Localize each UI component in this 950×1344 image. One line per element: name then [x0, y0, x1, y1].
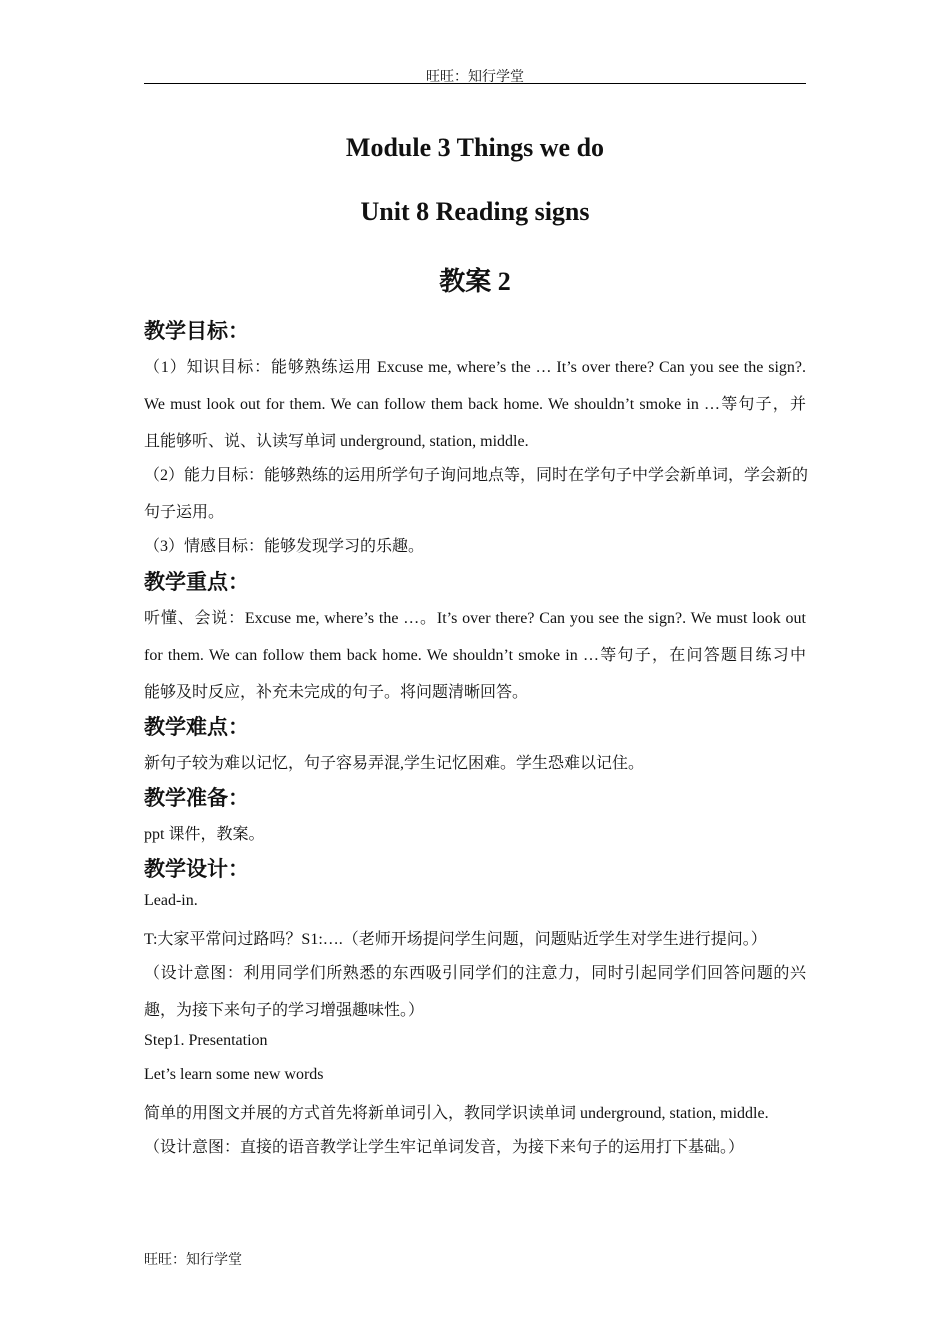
key-points-line: for them. We can follow them back home. We shouldn’t smoke in …等句子，在问答题目练习中: [144, 647, 806, 664]
objectives-line: （2）能力目标：能够熟练的运用所学句子询问地点等，同时在学句子中学会新单词，学会新的: [144, 467, 809, 484]
objectives-line: （1）知识目标：能够熟练运用 Excuse me, where’s the … It’s over there? Can you see the sign?.: [144, 359, 806, 376]
design-line: （设计意图：直接的语音教学让学生牢记单词发音，为接下来句子的运用打下基础。）: [144, 1139, 745, 1156]
key-points-heading: 教学重点：: [144, 570, 249, 594]
objectives-line: （3）情感目标：能够发现学习的乐趣。: [144, 538, 425, 555]
page-footer: 旺旺：知行学堂: [144, 1253, 242, 1268]
module-title: Module 3 Things we do: [345, 133, 605, 162]
design-line: Let’s learn some new words: [144, 1066, 324, 1083]
unit-title: Unit 8 Reading signs: [360, 197, 590, 226]
design-line: T:大家平常问过路吗？S1:….（老师开场提问学生问题，问题贴近学生对学生进行提问。）: [144, 931, 767, 948]
design-line: 趣，为接下来句子的学习增强趣味性。）: [144, 1002, 425, 1019]
key-points-line: 听懂、会说：Excuse me, where’s the …。It’s over there? Can you see the sign?. We must look out: [144, 610, 806, 627]
design-line: （设计意图：利用同学们所熟悉的东西吸引同学们的注意力，同时引起同学们回答问题的兴: [144, 965, 806, 982]
design-line: Lead-in.: [144, 892, 198, 909]
header-divider: [144, 83, 806, 84]
preparation-line: ppt 课件，教案。: [144, 826, 265, 843]
objectives-heading: 教学目标：: [144, 319, 249, 343]
difficulties-line: 新句子较为难以记忆，句子容易弄混,学生记忆困难。学生恐难以记住。: [144, 755, 645, 772]
difficulties-heading: 教学难点：: [144, 715, 249, 739]
objectives-line: 且能够听、说、认读写单词 underground, station, middle.: [144, 433, 529, 450]
design-heading: 教学设计：: [144, 857, 249, 881]
objectives-line: We must look out for them. We can follow them back home. We shouldn’t smoke in …等句子，并: [144, 396, 806, 413]
design-line: 简单的用图文并展的方式首先将新单词引入，教同学识读单词 underground, station, middle.: [144, 1105, 769, 1122]
key-points-line: 能够及时反应，补充未完成的句子。将问题清晰回答。: [144, 684, 529, 701]
preparation-heading: 教学准备：: [144, 786, 249, 810]
lesson-plan-title: 教案 2: [439, 267, 511, 296]
objectives-line: 句子运用。: [144, 504, 225, 521]
design-line: Step1. Presentation: [144, 1032, 268, 1049]
page-header: 旺旺：知行学堂: [426, 70, 524, 85]
